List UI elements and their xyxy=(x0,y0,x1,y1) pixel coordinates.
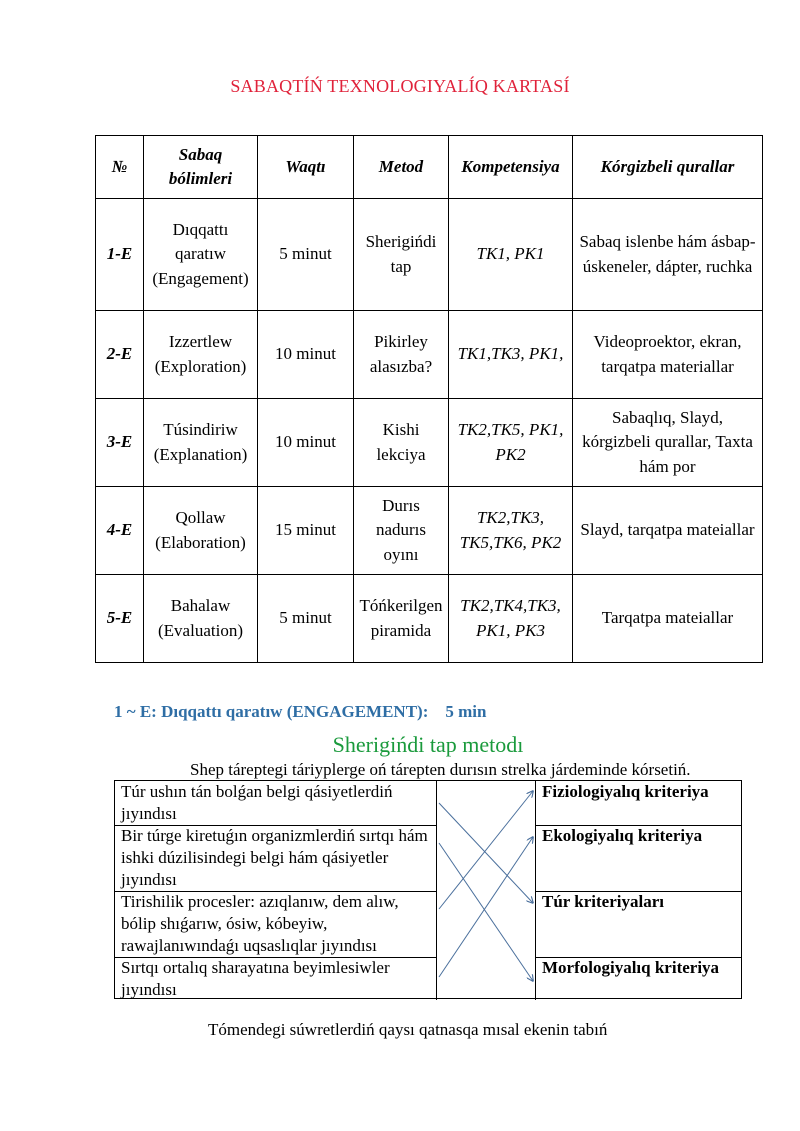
row-divider xyxy=(535,825,741,826)
competence-cell: TK2,TK3, TK5,TK6, PK2 xyxy=(449,487,573,575)
tools-cell: Sabaqlıq, Slayd, kórgizbeli qurallar, Taxta hám por xyxy=(573,399,763,487)
matching-arrows xyxy=(437,781,535,1000)
lesson-technology-table xyxy=(95,135,763,663)
left-description-3: Tirishilik procesler: azıqlanıw, dem alıw, bólip shıǵarıw, ósiw, kóbeyiw, rawajlanıwındaǵı uqsaslıqlar jıyındısı xyxy=(115,891,437,957)
document-title: SABAQTÍŃ TEXNOLOGIYALÍQ KARTASÍ xyxy=(230,76,570,96)
header-section: Sabaq bólimleri xyxy=(144,136,258,199)
method-title: Sherigińdi tap metodı xyxy=(332,732,524,757)
row-divider xyxy=(115,825,437,826)
header-time: Waqtı xyxy=(258,136,354,199)
stage-cell: 5-E xyxy=(96,575,144,663)
time-cell: 5 minut xyxy=(258,575,354,663)
competence-cell: TK1, PK1 xyxy=(449,199,573,311)
row-divider xyxy=(115,891,437,892)
section-cell: Bahalaw (Evaluation) xyxy=(144,575,258,663)
table-row xyxy=(96,399,763,487)
tools-cell: Sabaq islenbe hám ásbap-úskeneler, dápter, ruchka xyxy=(573,199,763,311)
left-description-2: Bir túrge kiretuǵın organizmlerdiń sırtqı hám ishki dúzilisindegi belgi hám qásiyetler jıyındısı xyxy=(115,825,437,891)
time-cell: 5 minut xyxy=(258,199,354,311)
section-cell: Izzertlew (Exploration) xyxy=(144,311,258,399)
section-cell: Dıqqattı qaratıw (Engagement) xyxy=(144,199,258,311)
tools-cell: Tarqatpa mateiallar xyxy=(573,575,763,663)
row-divider xyxy=(535,891,741,892)
section-cell: Túsindiriw (Explanation) xyxy=(144,399,258,487)
header-competence: Kompetensiya xyxy=(449,136,573,199)
method-cell: Pikirley alasızba? xyxy=(354,311,449,399)
header-method: Metod xyxy=(354,136,449,199)
header-number: № xyxy=(96,136,144,199)
exercise-instruction: Shep tárepte​gi táriyplerge oń tárepten durısın strelka járdeminde kórsetiń. xyxy=(190,760,691,779)
right-criterion-4: Morfologiyalıq kriteriya xyxy=(535,957,742,1000)
method-cell: Sherigińdi tap xyxy=(354,199,449,311)
stage-cell: 3-E xyxy=(96,399,144,487)
tools-cell: Slayd, tarqatpa mateiallar xyxy=(573,487,763,575)
matching-exercise xyxy=(114,780,742,999)
header-tools: Kórgizbeli qurallar xyxy=(573,136,763,199)
arrow-line xyxy=(439,837,533,977)
row-divider xyxy=(535,957,741,958)
stage-cell: 4-E xyxy=(96,487,144,575)
stage-cell: 2-E xyxy=(96,311,144,399)
table-row xyxy=(96,575,763,663)
left-description-4: Sırtqı ortalıq sharayatına beyimlesiwler jıyındısı xyxy=(115,957,437,1000)
method-cell: Durıs nadurıs oyını xyxy=(354,487,449,575)
table-row xyxy=(96,199,763,311)
method-cell: Tóńkerilgen piramida xyxy=(354,575,449,663)
right-criterion-3: Túr kriteriyaları xyxy=(535,891,742,957)
competence-cell: TK2,TK5, PK1, PK2 xyxy=(449,399,573,487)
table-header-row xyxy=(96,136,763,199)
row-divider xyxy=(115,957,437,958)
arrow-line xyxy=(439,791,533,909)
footer-question: Tómendegi súwretlerdiń qaysı qatnasqa mısal ekenin tabıń xyxy=(208,1020,608,1039)
time-cell: 10 minut xyxy=(258,399,354,487)
competence-cell: TK1,TK3, PK1, xyxy=(449,311,573,399)
arrow-line xyxy=(439,803,533,903)
right-criterion-1: Fiziologiyalıq kriteriya xyxy=(535,781,742,825)
arrow-line xyxy=(439,843,533,981)
section-cell: Qollaw (Elaboration) xyxy=(144,487,258,575)
time-cell: 10 minut xyxy=(258,311,354,399)
method-cell: Kishi lekciya xyxy=(354,399,449,487)
tools-cell: Videoproektor, ekran, tarqatpa materiallar xyxy=(573,311,763,399)
right-criterion-2: Ekologiyalıq kriteriya xyxy=(535,825,742,891)
left-description-1: Túr ushın tán bolǵan belgi qásiyetlerdiń jıyındısı xyxy=(115,781,437,825)
competence-cell: TK2,TK4,TK3, PK1, PK3 xyxy=(449,575,573,663)
table-row xyxy=(96,487,763,575)
table-row xyxy=(96,311,763,399)
stage-cell: 1-E xyxy=(96,199,144,311)
engagement-heading: 1 ~ E: Dıqqattı qaratıw (ENGAGEMENT): 5 min xyxy=(114,702,487,721)
time-cell: 15 minut xyxy=(258,487,354,575)
